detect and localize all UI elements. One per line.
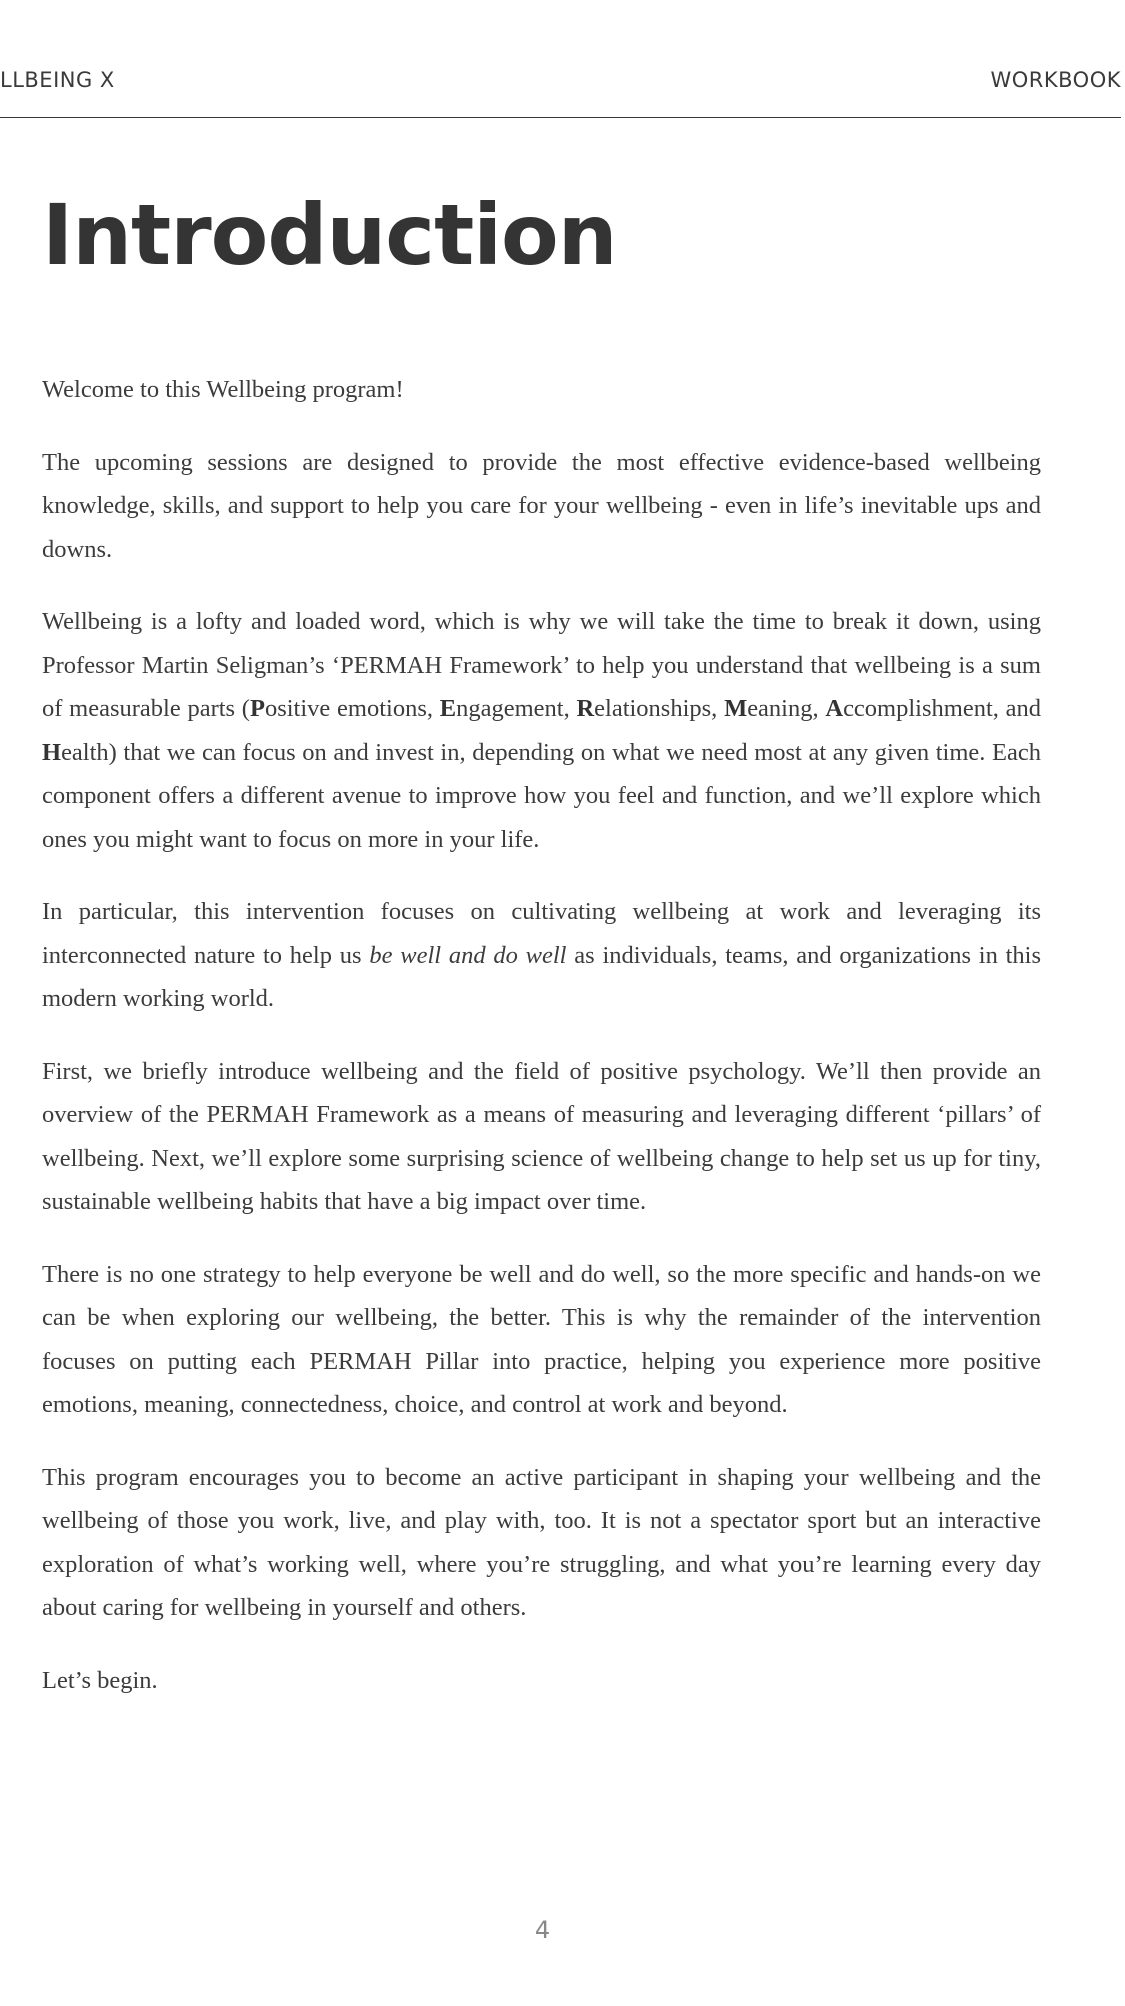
permah-text: ositive emotions, xyxy=(264,695,440,722)
permah-text: ccomplishment, and xyxy=(843,695,1041,722)
permah-text: eaning, xyxy=(747,695,826,722)
permah-letter-r: R xyxy=(576,695,595,722)
page-header xyxy=(0,0,1121,118)
intervention-text: as individuals, teams, and organizations in this modern working world. xyxy=(42,941,1041,1012)
permah-text: ngagement, xyxy=(456,695,577,722)
header-section-label: WORKBOOK xyxy=(990,68,1121,92)
paragraph-overview: First, we briefly introduce wellbeing and the field of positive psychology. We’ll then provide an overview of the PERMAH Framework as a means of measuring and leveraging different ‘pillars’ of wellbeing. Next, we’ll explore some surprising science of wellbeing change to help set us up for tiny, sustainable wellbeing habits that have a big impact over time. xyxy=(42,1057,1041,1215)
permah-letter-h: H xyxy=(42,738,62,766)
permah-text: Wellbeing is a lofty and loaded word, which is why we will take the time to break it down, using Professor Martin Seligman’s ‘PERMAH Framework’ to help you understand that wellbeing is a sum of measurable parts ( xyxy=(42,608,1041,722)
paragraph-intervention xyxy=(42,890,1041,1021)
paragraph-permah xyxy=(42,600,1041,861)
permah-letter-a: A xyxy=(825,695,844,722)
permah-letter-p: P xyxy=(249,695,265,722)
intervention-text: In particular, this intervention focuses on cultivating wellbeing at work and leveraging its interconnected nature to help us xyxy=(42,898,1041,969)
permah-letter-m: M xyxy=(724,695,748,722)
header-brand-label: LLBEING X xyxy=(0,68,115,92)
page-title: Introduction xyxy=(42,186,617,284)
body-text xyxy=(42,368,1041,1731)
paragraph-strategy: There is no one strategy to help everyone be well and do well, so the more specific and hands-on we can be when exploring our wellbeing, the better. This is why the remainder of the intervention focuses on putting each PERMAH Pillar into practice, helping you experience more positive emotions, meaning, connectedness, choice, and control at work and beyond. xyxy=(42,1260,1041,1418)
paragraph-closing: Let’s begin. xyxy=(42,1666,158,1694)
permah-letter-e: E xyxy=(439,695,457,722)
permah-text: ealth) that we can focus on and invest in, depending on what we need most at any given time. Each component offers a different avenue to improve how you feel and function, and we’ll explore which ones you might want to focus on more in your life. xyxy=(42,738,1041,853)
paragraph-sessions: The upcoming sessions are designed to provide the most effective evidence-based wellbeing knowledge, skills, and support to help you care for your wellbeing - even in life’s inevitable ups and downs. xyxy=(42,448,1041,563)
paragraph-welcome: Welcome to this Wellbeing program! xyxy=(42,376,404,403)
paragraph-participation: This program encourages you to become an active participant in shaping your wellbeing and the wellbeing of those you work, live, and play with, too. It is not a spectator sport but an interactive exploration of what’s working well, where you’re struggling, and what you’re learning every day about caring for wellbeing in yourself and others. xyxy=(42,1463,1041,1621)
intervention-emphasis: be well and do well xyxy=(369,941,567,969)
permah-text: elationships, xyxy=(594,695,725,722)
page-number: 4 xyxy=(534,1916,551,1944)
